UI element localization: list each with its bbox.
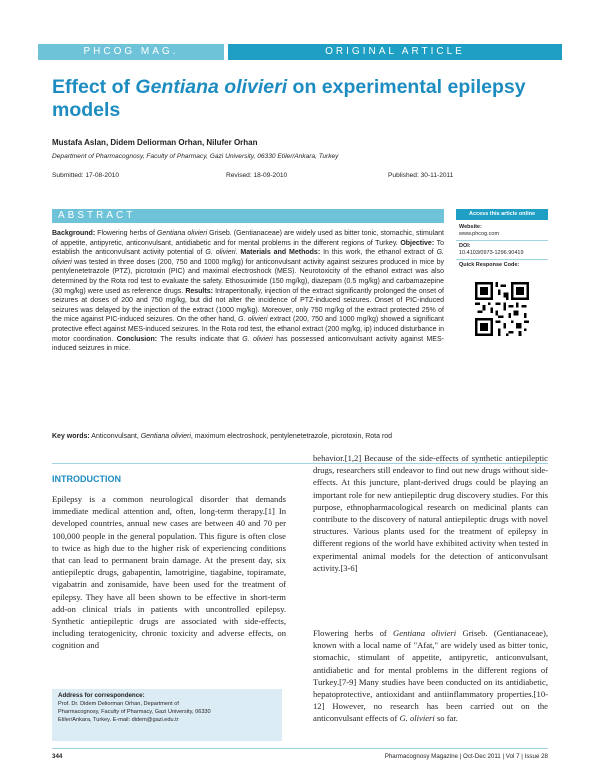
para2-text: Flowering herbs of [313, 628, 394, 638]
qr-code-icon[interactable] [475, 282, 529, 336]
correspondence-line-1: Prof. Dr. Didem Deliorman Orhan, Department of [58, 701, 179, 707]
title-species: Gentiana olivieri [135, 76, 288, 98]
res-text-2: extract (200, 750 and 1000 mg/kg) showed a significant protective effect against MES-induced seizures. In the Rota rod test, the ethanol extract (200 mg/kg, ip) induced disturbance in motor coordination. [52, 316, 444, 343]
website-row [456, 222, 548, 241]
doi-label: DOI: [459, 243, 471, 249]
bg-label: Background: [52, 230, 96, 237]
bg-text-2: Griseb. (Gentianaceae) are widely used as bitter tonic, stomachic, stimulant of appetite, antipyretic, anticonvulsant, antidiabetic and for mental problems in the different regions of Turkey. [52, 230, 444, 247]
published-date: Published: 30-11-2011 [388, 172, 454, 179]
kw-text: Anticonvulsant, [89, 433, 141, 440]
access-online-box [456, 222, 548, 271]
doi-link[interactable]: 10.4103/0973-1296.90419 [459, 250, 524, 256]
access-online-heading: Access this article online [456, 209, 548, 220]
conc-text: The results indicate that [157, 335, 243, 343]
conc-species: G. olivieri [242, 335, 273, 343]
qr-row [456, 260, 548, 271]
qr-label: Quick Response Code: [459, 262, 520, 268]
kw-text-2: , maximum electroshock, pentylenetetrazole, picrotoxin, Rota rod [190, 433, 393, 440]
obj-species: G. olivieri [205, 249, 236, 257]
abstract-heading: ABSTRACT [52, 209, 444, 223]
para2-text-3: so far. [434, 713, 458, 724]
intro-column-2-para-2 [313, 627, 548, 725]
keywords [52, 432, 444, 442]
article-title [52, 76, 552, 122]
correspondence-line-3: Etiler/Ankara, Turkey. E-mail: didem@gazi.edu.tr [58, 717, 179, 723]
correspondence-heading: Address for correspondence: [58, 692, 145, 699]
bg-species: Gentiana olivieri [156, 230, 208, 237]
mm-species: G. olivieri [52, 249, 444, 266]
bg-text: Flowering herbs of [95, 230, 157, 237]
para2-text-2: Griseb. (Gentianaceae), known with a local name of "Afat," are widely used as bitter tonic, stomachic, stimulant of appetite, antipyretic, anticonvulsant, antidiabetic and for mental problems in the different regions of Turkey.[7-9] Many studies have been conducted on its antidiabetic, hepatoprotective, antioxidant and antiinflammatory properties.[10-12] However, no research has been carried out on the anticonvulsant effects of [313, 628, 549, 724]
affiliation: Department of Pharmacognosy, Faculty of Pharmacy, Gazi University, 06330 Etiler/Ankara, Turkey [52, 153, 339, 160]
website-label: Website: [459, 224, 482, 230]
title-suffix: on experimental epilepsy models [52, 76, 526, 121]
res-species: G. olivieri [238, 316, 268, 324]
authors: Mustafa Aslan, Didem Deliorman Orhan, Nilufer Orhan [52, 138, 258, 147]
doi-row [456, 241, 548, 260]
correspondence-box [52, 689, 282, 741]
footer-divider [52, 748, 548, 749]
obj-label: Objective: [400, 239, 435, 247]
intro-column-2-para-1: behavior.[1,2] Because of the side-effects of synthetic antiepileptic drugs, researchers still endeavor to find out new drugs without side-effects. At this juncture, plant-derived drugs could be playing an important role for new antiepileptic drug discovery studies. For this purpose, ethnopharmacological research on medicinal plants can contribute to the discovery of natural antiepileptic drugs with novel structures. Various plants used for the treatment of epilepsy in different regions of the world have exhibited activity when tested in experimental animal models for the detection of anticonvulsant activity.[3-6] [313, 453, 548, 573]
kw-species: Gentiana olivieri [140, 433, 191, 440]
res-text: Intraperitonally, injection of the extract significantly prolonged the onset of seizures at doses of 200 and 750 mg/kg, but did not alter the incidence of PTZ-induced seizures. Onset of PIC-induced seizures was delayed by the injection of the extract (1000 mg/kg). Moreover, only 750 mg/kg of the extract protected 25% of the mice against PIC-induced seizures. On the other hand, [52, 287, 444, 324]
submitted-date: Submitted: 17-08-2010 [52, 172, 120, 179]
abstract-body [52, 229, 444, 354]
page-number: 344 [52, 753, 63, 760]
correspondence-line-2: Pharmacognosy, Faculty of Pharmacy, Gazi University, 06330 [58, 709, 211, 715]
top-band [38, 44, 562, 60]
mm-text: In this work, the ethanol extract of [320, 249, 437, 257]
mm-text-2: was tested in three doses (200, 750 and 1000 mg/kg) for anticonvulsant activity against seizures produced in mice by pentylenetetrazole (PTZ), picrotoxin (PIC) and maximal electroshock (MES). Neurotoxicity of the ethanol extract was also determined by the Rota rod test to evaluate the safety. Ethosuximide (150 mg/kg), diazepam (0.5 mg/kg) and carbamazepine (30 mg/kg) were used as reference drugs. [52, 258, 444, 295]
mm-label: Materials and Methods: [240, 249, 321, 257]
res-label: Results: [185, 287, 213, 295]
website-link[interactable]: www.phcog.com [459, 231, 500, 237]
para2-species-2: G. olivieri [399, 713, 435, 724]
introduction-heading: INTRODUCTION [52, 474, 121, 484]
kw-label: Key words: [52, 433, 90, 440]
conc-label: Conclusion: [116, 335, 158, 343]
section-tag: ORIGINAL ARTICLE [228, 44, 562, 60]
obj-text-2: . [235, 249, 241, 257]
journal-tag: PHCOG MAG. [38, 44, 224, 60]
para2-species: Gentiana olivieri [393, 628, 457, 638]
revised-date: Revised: 18-09-2010 [226, 172, 288, 179]
intro-column-1: Epilepsy is a common neurological disorder that demands immediate medical attention and, often, long-term therapy.[1] In developed countries, annual new cases are between 40 and 70 per 100,000 people in the general population. This figure is often close to twice as high due to the higher risk of experiencing conditions that can lead to permanent brain damage. At the present day, six antiepileptic drugs, gabapentin, lamotrigine, tiagabine, topiramate, vigabatrin and zonisamide, have been used for the treatment of epilepsy. They have all been shown to be effective in short-term add-on clinical trials in patients with uncontrolled epilepsy. Synthetic antiepileptic drugs are associated with side-effects, including teratogenicity, chronic toxicity and adverse effects, on cognition and [52, 494, 286, 651]
title-prefix: Effect of [52, 76, 136, 98]
obj-text: To establish the anticonvulsant activity potential of [52, 239, 445, 257]
journal-info: Pharmacognosy Magazine | Oct-Dec 2011 | Vol 7 | Issue 28 [384, 753, 548, 760]
conc-text-2: has possessed anticonvulsant activity against MES-induced seizures in mice. [52, 335, 444, 353]
